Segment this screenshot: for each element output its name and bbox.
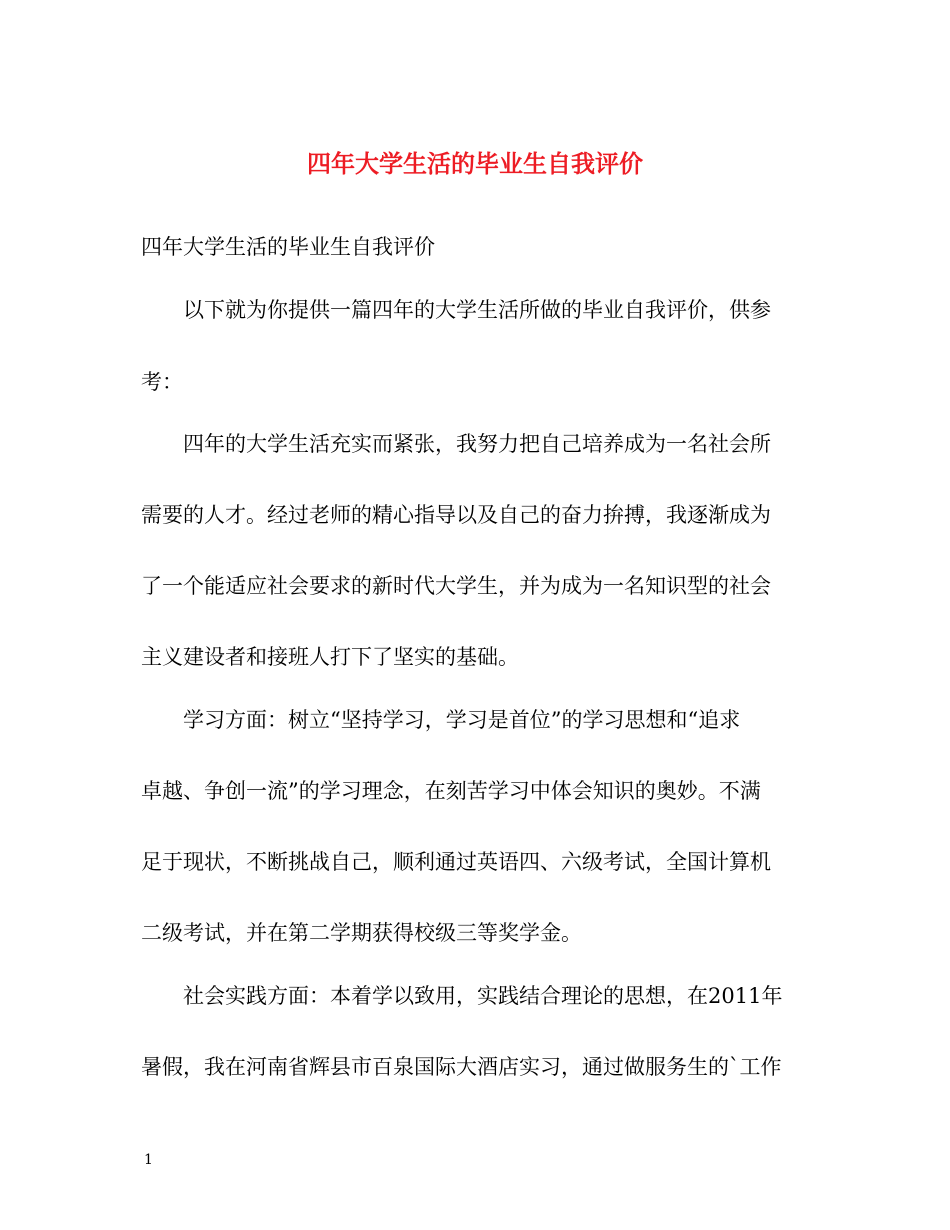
document-title: 四年大学生活的毕业生自我评价 bbox=[307, 149, 643, 178]
paragraph-line: 社会实践方面：本着学以致用，实践结合理论的思想，在2011年 bbox=[183, 984, 783, 1008]
paragraph-line: 足于现状，不断挑战自己，顺利通过英语四、六级考试，全国计算机 bbox=[141, 850, 771, 874]
paragraph-line: 考： bbox=[141, 370, 183, 394]
paragraph-line: 暑假，我在河南省辉县市百泉国际大酒店实习，通过做服务生的`工作 bbox=[141, 1055, 782, 1079]
paragraph-line: 四年的大学生活充实而紧张，我努力把自己培养成为一名社会所 bbox=[183, 432, 771, 456]
page-number: 1 bbox=[144, 1152, 153, 1168]
paragraph-line: 学习方面：树立“坚持学习，学习是首位”的学习思想和“追求 bbox=[183, 708, 741, 732]
paragraph-line: 了一个能适应社会要求的新时代大学生，并为成为一名知识型的社会 bbox=[141, 574, 771, 598]
paragraph-line: 需要的人才。经过老师的精心指导以及自己的奋力拚搏，我逐渐成为 bbox=[141, 503, 771, 527]
paragraph-line: 卓越、争创一流”的学习理念，在刻苦学习中体会知识的奥妙。不满 bbox=[141, 779, 761, 803]
paragraph-line: 以下就为你提供一篇四年的大学生活所做的毕业自我评价，供参 bbox=[183, 298, 771, 322]
paragraph-line: 主义建设者和接班人打下了坚实的基础。 bbox=[141, 645, 519, 669]
subtitle-line: 四年大学生活的毕业生自我评价 bbox=[141, 235, 435, 259]
paragraph-line: 二级考试，并在第二学期获得校级三等奖学金。 bbox=[141, 921, 582, 945]
